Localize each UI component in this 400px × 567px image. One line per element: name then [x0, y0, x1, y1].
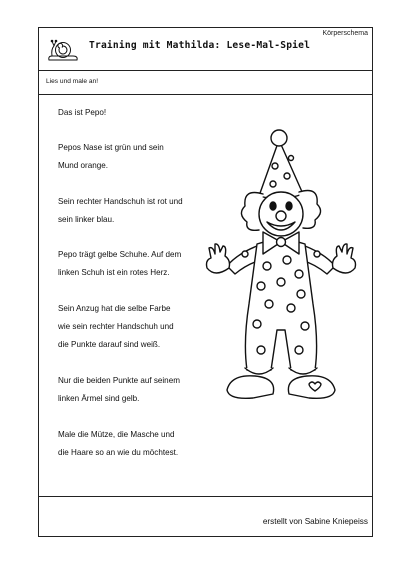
worksheet-title: Training mit Mathilda: Lese-Mal-Spiel [89, 40, 311, 51]
clown-shoe-left [227, 376, 274, 399]
hat-pompom [271, 130, 287, 146]
snail-icon [46, 38, 80, 64]
footer-divider [39, 496, 372, 497]
topic-label: Körperschema [322, 30, 368, 37]
story-paragraph: Nur die beiden Punkte auf seinem linken Ärmel sind gelb. [58, 376, 180, 403]
clown-nose [276, 211, 286, 221]
instruction-text: Lies und male an! [46, 78, 99, 85]
clown-suit [245, 240, 316, 370]
story-paragraph: Sein Anzug hat die selbe Farbe wie sein rechter Handschuh und die Punkte darauf sind weiß. [58, 304, 174, 349]
story-paragraph: Pepo trägt gelbe Schuhe. Auf dem linken Schuh ist ein rotes Herz. [58, 250, 182, 277]
story-paragraph: Das ist Pepo! [58, 108, 107, 117]
story-paragraph: Sein rechter Handschuh ist rot und sein linker blau. [58, 197, 183, 224]
clown-glove-left [207, 244, 230, 273]
story-paragraph: Male die Mütze, die Masche und die Haare so an wie du möchtest. [58, 430, 179, 457]
clown-hat [259, 140, 303, 199]
author-credit: erstellt von Sabine Kniepeiss [262, 517, 368, 526]
story-paragraph: Pepos Nase ist grün und sein Mund orange. [58, 143, 164, 170]
clown-glove-right [333, 244, 356, 273]
worksheet-frame [38, 27, 373, 537]
clown-illustration [201, 128, 371, 413]
instruction-divider [39, 94, 372, 95]
worksheet-header [39, 28, 372, 71]
